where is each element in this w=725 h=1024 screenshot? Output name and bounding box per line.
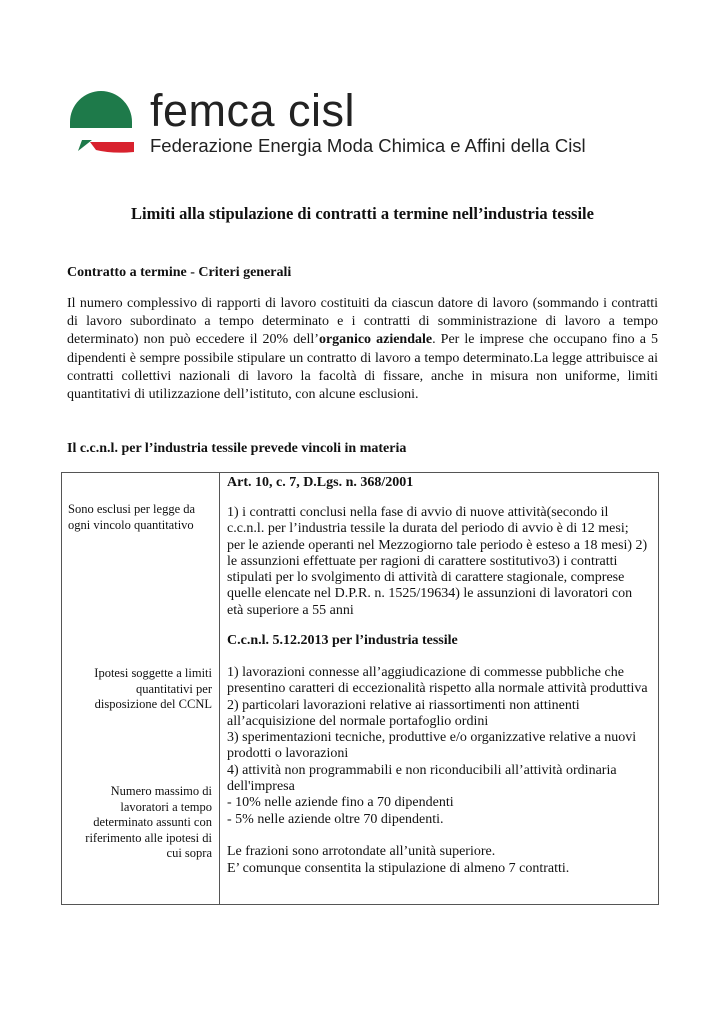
- text-line: all’acquisizione del normale portafoglio ordini: [227, 713, 489, 729]
- text-line: 3) sperimentazioni tecniche, produttive e/o organizzative relative a nuovi: [227, 730, 637, 746]
- text-line: c.c.n.l. per l’industria tessile la durata del periodo di avvio è di 12 mesi;: [227, 521, 629, 537]
- speech-bubble-logo-icon: [66, 84, 136, 154]
- left-cell-max-workers: Numero massimo di lavoratori a tempo determinato assunti con riferimento alle ipotesi di cui sopra: [85, 784, 212, 860]
- text-line: età superiore a 55 anni: [227, 602, 354, 618]
- text-line: - 10% nelle aziende fino a 70 dipendenti: [227, 795, 454, 811]
- femca-cisl-logo: [66, 84, 606, 160]
- constraints-table: [61, 472, 659, 905]
- section-heading-general-criteria: Contratto a termine - Criteri generali: [67, 265, 292, 280]
- left-cell-hypotheses: Ipotesi soggette a limiti quantitativi per disposizione del CCNL: [94, 666, 212, 711]
- text-line: presentino caratteri di eccezionalità rispetto alla normale attività produttiva: [227, 681, 648, 697]
- text-line: - 5% nelle aziende oltre 70 dipendenti.: [227, 811, 444, 827]
- text-line: stipulati per lo svolgimento di attività di carattere stagionale, comprese: [227, 570, 625, 586]
- text-line: per le aziende operanti nel Mezzogiorno tale periodo è esteso a 18 mesi) 2): [227, 537, 648, 553]
- text-line: 1) i contratti conclusi nella fase di avvio di nuove attività(secondo il: [227, 505, 609, 520]
- text-line: prodotti o lavorazioni: [227, 746, 349, 762]
- text-line: 2) particolari lavorazioni relative ai riassortimenti non attinenti: [227, 697, 580, 713]
- general-criteria-paragraph: [67, 295, 658, 404]
- logo-subtitle: Federazione Energia Moda Chimica e Affini della Cisl: [150, 135, 586, 156]
- text-line: [227, 828, 657, 844]
- document-title: Limiti alla stipulazione di contratti a termine nell’industria tessile: [131, 204, 594, 223]
- text-line: le assunzioni effettuate per ragioni di carattere sostitutivo3) i contratti: [227, 553, 618, 569]
- ccnl-heading: C.c.n.l. 5.12.2013 per l’industria tessile: [227, 633, 458, 648]
- section-heading-ccnl: Il c.c.n.l. per l’industria tessile prevede vincoli in materia: [67, 441, 407, 456]
- text-line: dell'impresa: [227, 779, 295, 795]
- table-column-divider: [219, 473, 220, 904]
- text-line: 4) attività non programmabili e non riconducibili all’attività ordinaria: [227, 762, 617, 778]
- text-line: Le frazioni sono arrotondate all’unità superiore.: [227, 844, 496, 860]
- paragraph-bold-term: organico aziendale: [318, 332, 433, 348]
- logo-name: femca cisl: [150, 85, 356, 136]
- hypotheses-list: [227, 665, 657, 877]
- text-line: E’ comunque consentita la stipulazione di almeno 7 contratti.: [227, 860, 570, 876]
- paragraph-text-2: . Per le imprese che occupano fino a 5 dipendenti è sempre possibile stipulare un contratto di lavoro a tempo determinato.La legge attribuisce ai contratti collettivi nazionali di lavoro la facoltà di fissare, anche in misura non uniforme, limiti quantitativi di utilizzazione dell’istituto, con alcune esclusioni.: [67, 332, 658, 403]
- paragraph-text-1: Il numero complessivo di rapporti di lavoro costituiti da ciascun datore di lavoro (sommando i contratti di lavoro subordinato a tempo determinato e i contratti di somministrazione di lavoro a tempo determinato) non può eccedere il 20% dell’: [67, 296, 658, 348]
- text-line: quelle elencate nel D.P.R. n. 1525/19634) le assunzioni di lavoratori con: [227, 586, 633, 602]
- law-reference-heading: Art. 10, c. 7, D.Lgs. n. 368/2001: [227, 475, 414, 490]
- exclusions-list: [227, 505, 657, 619]
- text-line: 1) lavorazioni connesse all’aggiudicazione di commesse pubbliche che: [227, 665, 624, 680]
- left-cell-excluded: Sono esclusi per legge da ogni vincolo quantitativo: [68, 502, 196, 532]
